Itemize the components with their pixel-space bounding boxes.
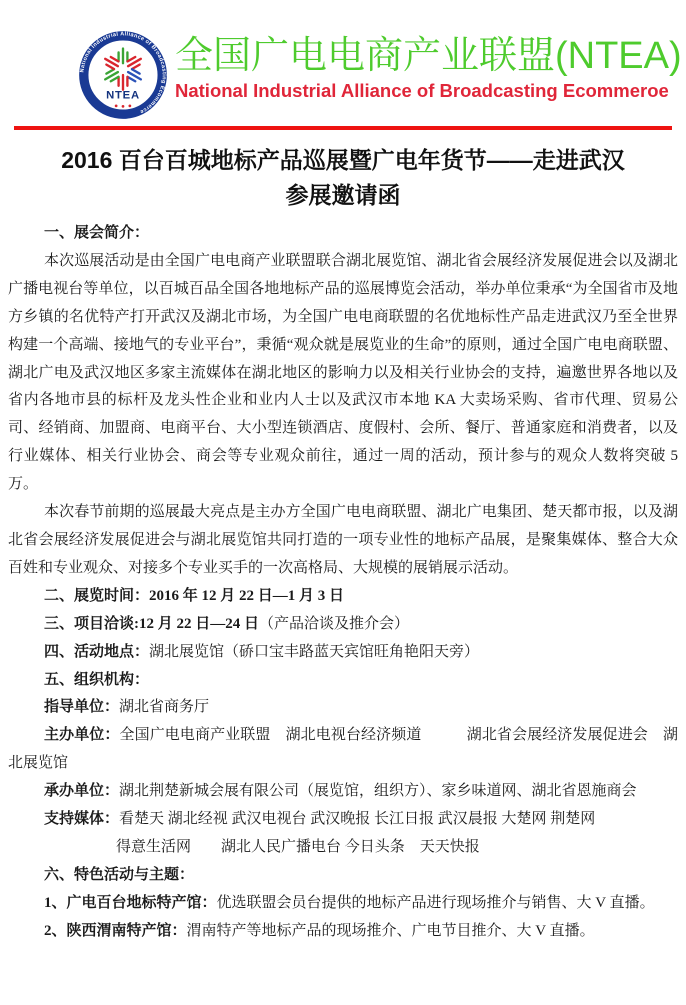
paragraph-text: 湖北展览馆（硚口宝丰路蓝天宾馆旺角艳阳天旁） [149,643,480,660]
org-name-en: National Industrial Alliance of Broadcasting Ecommeroe [175,80,669,101]
paragraph-text: 看楚天 湖北经视 武汉电视台 武汉晚报 长江日报 武汉晨报 大楚网 荆楚网 [119,811,596,828]
logo-acronym: NTEA [106,89,140,102]
document-title [20,143,666,213]
paragraph-text: 全国广电电商产业联盟 湖北电视台经济频道 湖北省会展经济发展促进会 湖北展览馆 [8,727,678,772]
document-title-line2: 参展邀请函 [285,182,401,208]
paragraph-text: 六、特色活动与主题： [44,866,195,883]
paragraph-text: 湖北荆楚新城会展有限公司（展览馆，组织方）、家乡味道网、湖北省恩施商会 [119,783,637,800]
paragraph-label: 承办单位： [44,783,120,800]
paragraph [8,834,678,862]
org-name-cn: 全国广电电商产业联盟(NTEA) [175,35,682,77]
paragraph-label: 2、陕西渭南特产馆： [44,922,187,939]
paragraph-text: 得意生活网 湖北人民广播电台 今日头条 天天快报 [116,838,480,855]
paragraph [8,722,678,778]
paragraph-text: 本次巡展活动是由全国广电电商产业联盟联合湖北展览馆、湖北省会展经济发展促进会以及湖北广播电视台等单位，以百城百品全国各地地标产品的巡展博览会活动，举办单位秉承“为全国省市及地方乡镇的名优特产打开武汉及湖北市场，为全国广电电商联盟的名优地标性产品走进武汉乃至全世界构建一个高端、接地气的专业平台”，秉循“观众就是展览业的生命”的原则，通过全国广电电商联盟、湖北广电及武汉地区多家主流媒体在湖北地区的影响力以及相关行业协会的支持，遍邀世界各地以及省内各地市县的标杆及龙头性企业和业内人士以及武汉市本地 KA 大卖场采购、省市代理、贸易公司、经销商、加盟商、电商平台、大小型连锁酒店、度假村、会所、餐厅、普通家庭和消费者，以及行业媒体、相关行业协会、商会等专业观众前往，通过一周的活动，预计参与的观众人数将突破 5 万。 [8,252,678,493]
paragraph-text: 一、展会简介： [44,225,150,241]
paragraph [8,499,678,583]
paragraph [8,611,678,639]
paragraph-label: 1、广电百台地标特产馆： [44,894,217,911]
paragraph-label: 支持媒体： [44,811,120,828]
document-body [0,213,686,946]
paragraph-text: 湖北省商务厅 [119,699,210,716]
paragraph-label: 三、项目洽谈:12 月 22 日—24 日 [44,615,259,632]
letterhead [0,0,686,125]
paragraph-label: 二、展览时间：2016 年 12 月 22 日—1 月 3 日 [44,587,345,604]
paragraph-text: 本次春节前期的巡展最大亮点是主办方全国广电电商联盟、湖北广电集团、楚天都市报，以及湖北省会展经济发展促进会与湖北展览馆共同打造的一项专业性的地标产品展，是聚集媒体、整合大众百姓和专业观众、对接多个专业买手的一次高格局、大规模的展销展示活动。 [8,504,678,576]
paragraph-text: （产品洽谈及推介会） [259,615,410,632]
paragraph-text: 渭南特产等地标产品的现场推介、广电节目推介、大 V 直播。 [186,922,595,939]
section-heading [8,862,678,890]
paragraph-text: 优选联盟会员台提供的地标产品进行现场推介与销售、大 V 直播。 [216,894,655,911]
paragraph-label: 指导单位： [44,699,120,716]
paragraph [8,583,678,611]
paragraph-label: 主办单位： [44,727,120,744]
document-title-line1: 2016 百台百城地标产品巡展暨广电年货节——走进武汉 [61,147,625,173]
org-name-block [175,26,682,102]
ntea-logo [74,26,172,124]
logo-ring-text: National Industrial Alliance of Broadcasting Ecommerce [79,31,167,115]
paragraph-label: 四、活动地点： [44,643,150,660]
paragraph [8,806,678,834]
paragraph [8,890,678,918]
paragraph-text: 五、组织机构： [44,671,150,688]
section-heading [8,667,678,695]
paragraph [8,639,678,667]
paragraph [8,694,678,722]
paragraph [8,248,678,499]
paragraph [8,918,678,946]
header-divider [14,126,672,130]
section-heading [8,220,678,248]
paragraph [8,778,678,806]
